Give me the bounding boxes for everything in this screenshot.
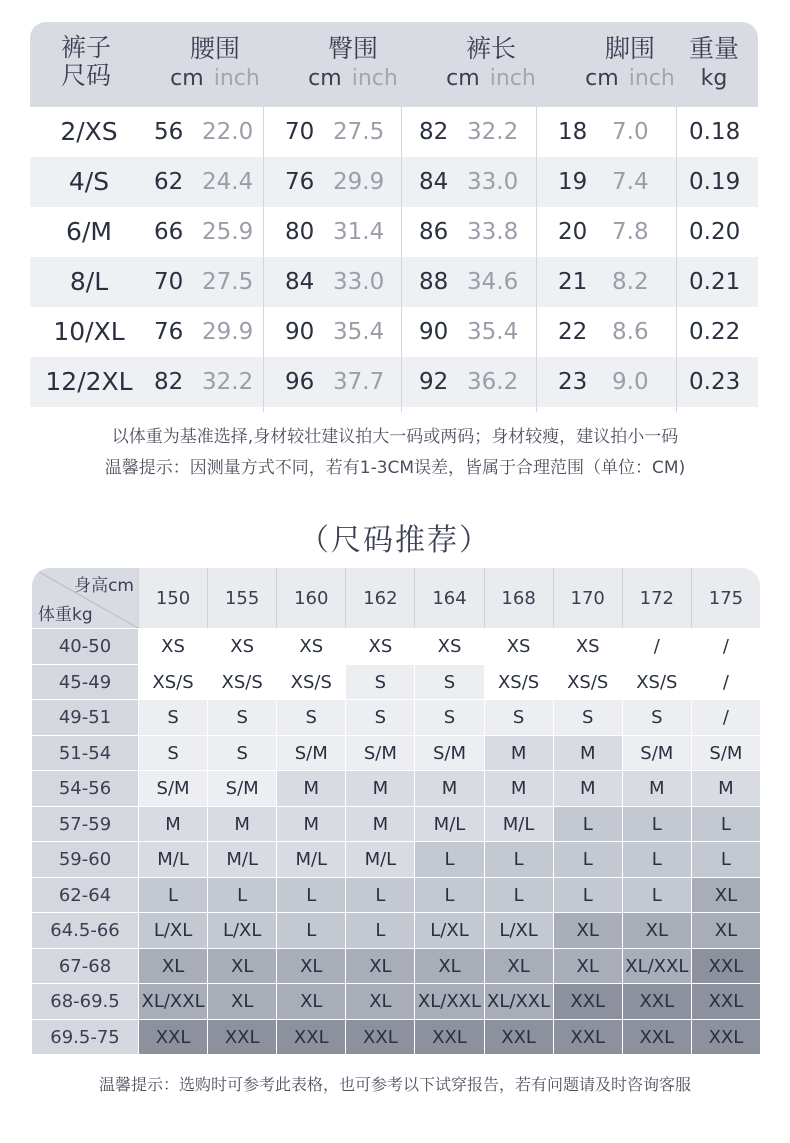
size-cell: S/M: [691, 735, 760, 771]
size-cell: XXL: [691, 1019, 760, 1055]
size-cell: L: [276, 912, 345, 948]
weight-header: 67-68: [32, 948, 138, 984]
table-row: [30, 257, 758, 307]
cell-len-in: 33.8: [467, 219, 519, 245]
size-cell: XL: [276, 948, 345, 984]
size-cell: L: [622, 877, 691, 913]
cell-hip-cm: 90: [285, 319, 315, 345]
size-cell: L: [622, 841, 691, 877]
weight-axis-label: 体重kg: [38, 605, 93, 625]
cell-hip-in: 35.4: [333, 319, 385, 345]
cell-len-cm: 90: [419, 319, 449, 345]
height-header: 168: [484, 568, 553, 628]
cell-waist-in: 27.5: [202, 269, 254, 295]
size-cell: XXL: [276, 1019, 345, 1055]
size-cell: XXL: [553, 983, 622, 1019]
size-cell: XS: [553, 628, 622, 664]
size-cell: S/M: [276, 735, 345, 771]
size-cell: S: [345, 664, 414, 700]
height-header: 170: [553, 568, 622, 628]
size-cell: XXL: [691, 983, 760, 1019]
size-cell: /: [691, 699, 760, 735]
size-cell: XS/S: [484, 664, 553, 700]
height-header: 175: [691, 568, 760, 628]
size-cell: XL: [691, 877, 760, 913]
size-cell: M: [553, 735, 622, 771]
table-row: [30, 107, 758, 157]
size-cell: S: [345, 699, 414, 735]
size-cell: M: [276, 770, 345, 806]
weight-header: 40-50: [32, 628, 138, 664]
size-recommend-table: [32, 568, 760, 1055]
cell-waist-cm: 82: [154, 369, 184, 395]
size-cell: L: [207, 877, 276, 913]
size-cell: XXL: [622, 983, 691, 1019]
size-cell: /: [691, 628, 760, 664]
size-cell: XXL: [484, 1019, 553, 1055]
cell-waist-in: 29.9: [202, 319, 254, 345]
size-cell: M/L: [414, 806, 483, 842]
cell-foot-cm: 21: [558, 269, 588, 295]
size-cell: XXL: [691, 948, 760, 984]
size-cell: XS/S: [207, 664, 276, 700]
size-cell: S: [484, 699, 553, 735]
height-header: 164: [414, 568, 483, 628]
cell-waist-cm: 76: [154, 319, 184, 345]
divider: [676, 107, 677, 412]
size-cell: XXL: [622, 1019, 691, 1055]
cell-hip-in: 27.5: [333, 119, 385, 145]
size-cell: /: [622, 628, 691, 664]
cell-foot-in: 8.6: [612, 319, 649, 345]
note-line-2: 温馨提示：因测量方式不同，若有1-3CM误差，皆属于合理范围（单位：CM): [104, 458, 686, 478]
size-chart-header: [30, 22, 758, 107]
cell-hip-in: 29.9: [333, 169, 385, 195]
size-cell: S: [138, 699, 207, 735]
header-size: [30, 22, 142, 107]
size-cell: XL/XXL: [138, 983, 207, 1019]
size-cell: L: [553, 877, 622, 913]
size-cell: M: [207, 806, 276, 842]
footnote: 温馨提示：选购时可参考此表格，也可参考以下试穿报告，若有问题请及时咨询客服: [98, 1075, 691, 1094]
header-length-unit-inch: inch: [489, 66, 536, 91]
size-cell: M: [622, 770, 691, 806]
size-label: 8/L: [69, 267, 109, 296]
size-cell: L: [622, 806, 691, 842]
size-cell: L/XL: [138, 912, 207, 948]
size-cell: XS: [484, 628, 553, 664]
header-weight-label: 重量: [688, 34, 739, 63]
weight-header: 62-64: [32, 877, 138, 913]
cell-hip-cm: 70: [285, 119, 315, 145]
cell-waist-in: 25.9: [202, 219, 254, 245]
size-cell: S: [207, 699, 276, 735]
header-foot-unit-inch: inch: [628, 66, 675, 91]
cell-len-cm: 82: [419, 119, 449, 145]
size-cell: XXL: [553, 1019, 622, 1055]
size-cell: L: [345, 877, 414, 913]
header-size-line1: 裤子: [60, 33, 111, 62]
cell-foot-cm: 20: [558, 219, 588, 245]
weight-header: 64.5-66: [32, 912, 138, 948]
size-cell: M: [691, 770, 760, 806]
size-cell: M/L: [276, 841, 345, 877]
cell-foot-in: 7.0: [612, 119, 649, 145]
weight-header: 51-54: [32, 735, 138, 771]
cell-foot-in: 7.8: [612, 219, 649, 245]
cell-weight: 0.20: [689, 219, 741, 245]
corner-cell: [32, 568, 138, 628]
size-cell: XL/XXL: [622, 948, 691, 984]
weight-header: 49-51: [32, 699, 138, 735]
size-cell: L/XL: [484, 912, 553, 948]
size-cell: XL/XXL: [414, 983, 483, 1019]
size-cell: XXL: [207, 1019, 276, 1055]
size-label: 10/XL: [53, 317, 125, 346]
cell-len-in: 33.0: [467, 169, 519, 195]
size-cell: L: [691, 841, 760, 877]
size-cell: XS: [138, 628, 207, 664]
cell-weight: 0.21: [689, 269, 741, 295]
cell-len-in: 32.2: [467, 119, 519, 145]
size-cell: L/XL: [414, 912, 483, 948]
size-cell: XS: [207, 628, 276, 664]
size-cell: S: [138, 735, 207, 771]
size-cell: XL: [691, 912, 760, 948]
height-axis-label: 身高cm: [74, 576, 134, 596]
cell-foot-cm: 19: [558, 169, 588, 195]
size-cell: M/L: [345, 841, 414, 877]
size-cell: XXL: [414, 1019, 483, 1055]
header-waist-label: 腰围: [189, 34, 240, 63]
weight-header: 57-59: [32, 806, 138, 842]
cell-weight: 0.18: [689, 119, 741, 145]
divider: [263, 107, 264, 412]
cell-hip-in: 31.4: [333, 219, 385, 245]
size-cell: S: [553, 699, 622, 735]
size-cell: L: [553, 806, 622, 842]
table-row: [30, 357, 758, 407]
header-hip-unit-cm: cm: [308, 66, 342, 91]
weight-header: 45-49: [32, 664, 138, 700]
size-cell: L: [691, 806, 760, 842]
size-cell: XL: [276, 983, 345, 1019]
header-hip-unit-inch: inch: [351, 66, 398, 91]
size-cell: XL: [345, 948, 414, 984]
size-cell: XL: [414, 948, 483, 984]
size-cell: L: [138, 877, 207, 913]
cell-weight: 0.19: [689, 169, 741, 195]
cell-waist-cm: 62: [154, 169, 184, 195]
size-cell: L: [484, 877, 553, 913]
size-cell: L: [553, 841, 622, 877]
cell-foot-in: 7.4: [612, 169, 649, 195]
size-cell: L: [414, 841, 483, 877]
divider: [401, 107, 402, 412]
header-waist-unit-inch: inch: [213, 66, 260, 91]
size-cell: M: [276, 806, 345, 842]
size-label: 4/S: [68, 167, 110, 196]
header-hip-label: 臀围: [327, 34, 378, 63]
cell-waist-in: 24.4: [202, 169, 254, 195]
header-waist: [148, 22, 282, 107]
size-cell: XL/XXL: [484, 983, 553, 1019]
size-cell: M: [484, 770, 553, 806]
size-cell: XS/S: [276, 664, 345, 700]
size-cell: XXL: [138, 1019, 207, 1055]
cell-hip-in: 37.7: [333, 369, 385, 395]
size-cell: L: [276, 877, 345, 913]
header-waist-unit-cm: cm: [170, 66, 204, 91]
cell-foot-cm: 23: [558, 369, 588, 395]
size-cell: S: [622, 699, 691, 735]
recommend-title: （尺码推荐）: [299, 523, 491, 558]
size-chart-table: [30, 22, 758, 396]
cell-waist-cm: 70: [154, 269, 184, 295]
cell-foot-cm: 18: [558, 119, 588, 145]
header-hip: [284, 22, 422, 107]
size-cell: S/M: [414, 735, 483, 771]
cell-hip-cm: 84: [285, 269, 315, 295]
size-label: 6/M: [66, 217, 112, 246]
size-cell: L/XL: [207, 912, 276, 948]
size-cell: M: [345, 806, 414, 842]
size-cell: XL: [484, 948, 553, 984]
header-weight-unit: kg: [700, 66, 728, 91]
size-label: 2/XS: [60, 117, 118, 146]
size-cell: XL: [553, 948, 622, 984]
header-weight: [670, 22, 758, 107]
size-cell: M: [138, 806, 207, 842]
cell-len-cm: 92: [419, 369, 449, 395]
size-cell: XS: [345, 628, 414, 664]
size-cell: XL: [207, 948, 276, 984]
size-cell: S/M: [138, 770, 207, 806]
height-header: 155: [207, 568, 276, 628]
header-foot-unit-cm: cm: [585, 66, 619, 91]
cell-hip-cm: 96: [285, 369, 315, 395]
size-cell: XS/S: [622, 664, 691, 700]
size-cell: XXL: [345, 1019, 414, 1055]
weight-header: 69.5-75: [32, 1019, 138, 1055]
size-cell: M/L: [207, 841, 276, 877]
cell-hip-cm: 80: [285, 219, 315, 245]
cell-len-in: 35.4: [467, 319, 519, 345]
height-header: 160: [276, 568, 345, 628]
size-cell: M: [553, 770, 622, 806]
size-cell: M: [345, 770, 414, 806]
size-cell: M/L: [484, 806, 553, 842]
size-cell: M: [484, 735, 553, 771]
size-cell: XS: [276, 628, 345, 664]
table-row: [30, 307, 758, 357]
size-cell: M/L: [138, 841, 207, 877]
cell-len-in: 34.6: [467, 269, 519, 295]
header-length-label: 裤长: [465, 34, 516, 63]
size-label: 12/2XL: [45, 367, 133, 396]
cell-weight: 0.23: [689, 369, 741, 395]
header-length: [422, 22, 560, 107]
size-cell: XL: [553, 912, 622, 948]
height-header: 172: [622, 568, 691, 628]
cell-foot-in: 9.0: [612, 369, 649, 395]
header-length-unit-cm: cm: [446, 66, 480, 91]
cell-waist-cm: 66: [154, 219, 184, 245]
cell-len-cm: 86: [419, 219, 449, 245]
size-cell: S: [207, 735, 276, 771]
size-cell: S: [414, 699, 483, 735]
size-cell: S/M: [622, 735, 691, 771]
size-cell: XL: [345, 983, 414, 1019]
cell-waist-in: 22.0: [202, 119, 254, 145]
cell-weight: 0.22: [689, 319, 741, 345]
size-cell: M: [414, 770, 483, 806]
weight-header: 59-60: [32, 841, 138, 877]
table-row: [30, 157, 758, 207]
cell-len-cm: 84: [419, 169, 449, 195]
weight-header: 68-69.5: [32, 983, 138, 1019]
size-cell: XS: [414, 628, 483, 664]
size-cell: S/M: [207, 770, 276, 806]
size-cell: XS/S: [138, 664, 207, 700]
cell-len-cm: 88: [419, 269, 449, 295]
cell-foot-in: 8.2: [612, 269, 649, 295]
header-size-line2: 尺码: [60, 61, 111, 90]
size-cell: L: [345, 912, 414, 948]
cell-len-in: 36.2: [467, 369, 519, 395]
size-cell: S: [276, 699, 345, 735]
size-cell: /: [691, 664, 760, 700]
size-cell: XS/S: [553, 664, 622, 700]
cell-waist-in: 32.2: [202, 369, 254, 395]
cell-waist-cm: 56: [154, 119, 184, 145]
size-cell: XL: [622, 912, 691, 948]
cell-hip-cm: 76: [285, 169, 315, 195]
height-header: 162: [345, 568, 414, 628]
header-foot-label: 脚围: [604, 34, 655, 63]
size-cell: S/M: [345, 735, 414, 771]
divider: [536, 107, 537, 412]
size-cell: XL: [207, 983, 276, 1019]
table-row: [30, 207, 758, 257]
height-header: 150: [138, 568, 207, 628]
size-cell: L: [484, 841, 553, 877]
size-cell: L: [414, 877, 483, 913]
weight-header: 54-56: [32, 770, 138, 806]
cell-foot-cm: 22: [558, 319, 588, 345]
cell-hip-in: 33.0: [333, 269, 385, 295]
note-line-1: 以体重为基准选择,身材较壮建议拍大一码或两码；身材较瘦，建议拍小一码: [111, 427, 679, 447]
size-cell: S: [414, 664, 483, 700]
size-cell: XL: [138, 948, 207, 984]
